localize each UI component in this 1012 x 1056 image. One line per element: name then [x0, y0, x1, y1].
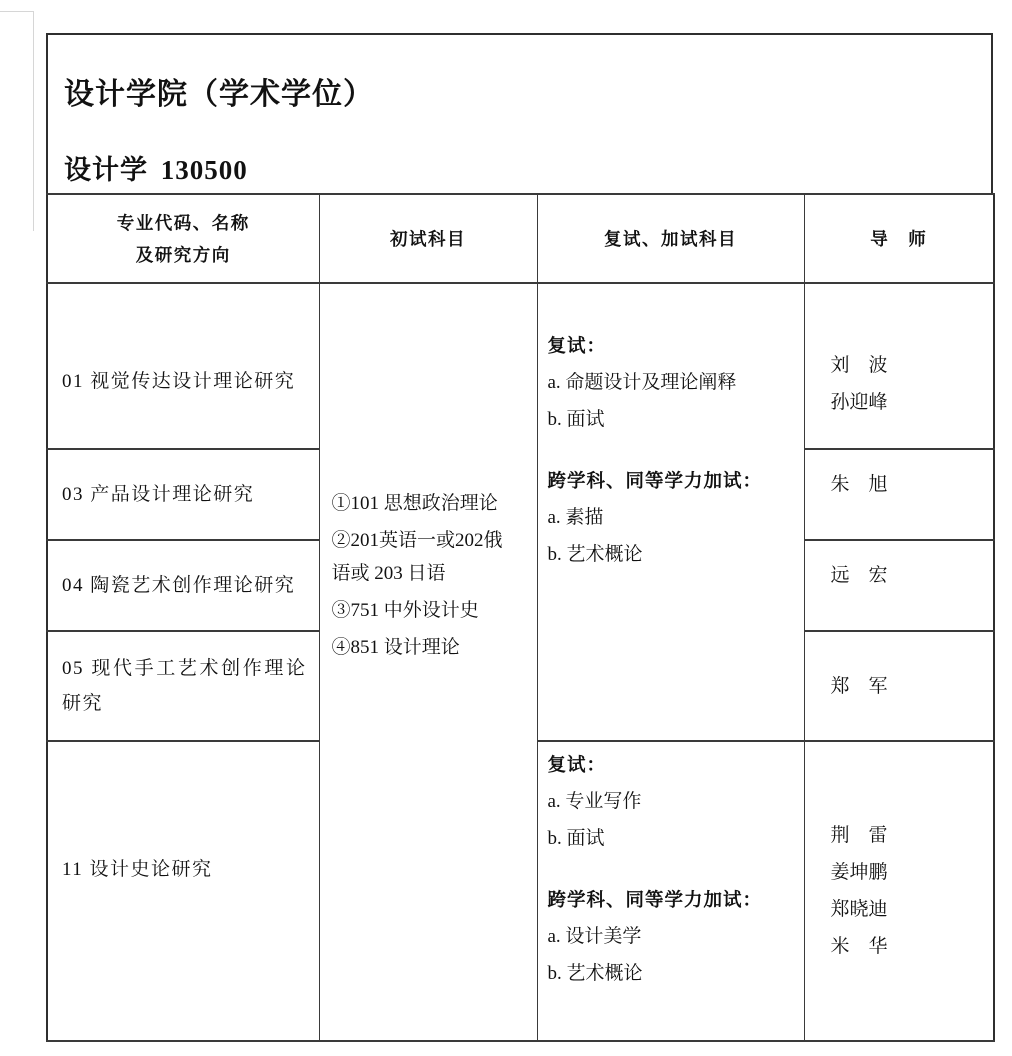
direction-cell-04: 04 陶瓷艺术创作理论研究	[47, 540, 319, 631]
tutor-name: 孙迎峰	[830, 391, 888, 413]
tutor-name: 郑晓迪	[830, 899, 888, 920]
direction-cell-03: 03 产品设计理论研究	[47, 449, 319, 540]
major-code-title: 设计学 130500	[64, 155, 248, 185]
document-frame	[46, 33, 993, 1042]
table-row	[47, 283, 994, 449]
retest-label: 复试：	[547, 334, 607, 356]
tutor-name: 姜坤鹏	[830, 862, 888, 883]
header-major-code-direction	[47, 194, 319, 283]
tutor-cell-03	[804, 449, 994, 540]
tutor-name: 朱 旭	[830, 473, 888, 495]
retest-item: b. 面试	[547, 408, 605, 430]
retest-item: a. 命题设计及理论阐释	[547, 371, 737, 393]
scan-edge-artifact-vertical	[33, 11, 34, 231]
tutor-name: 远 宏	[830, 564, 888, 586]
addtest-item: b. 艺术概论	[547, 543, 643, 565]
direction-cell-05: 05 现代手工艺术创作理论研究	[47, 631, 319, 741]
exam-subject-item: ④851 设计理论	[331, 636, 460, 658]
retest-cell-lower	[537, 741, 804, 1041]
header-tutor: 导 师	[804, 194, 994, 283]
tutor-name: 刘 波	[830, 354, 888, 376]
header-retest-addtest: 复试、加试科目	[537, 194, 804, 283]
retest-item: b. 面试	[547, 828, 605, 849]
header-initial-exam: 初试科目	[319, 194, 537, 283]
exam-subject-item: ①101 思想政治理论	[331, 492, 498, 514]
addtest-item: a. 素描	[547, 506, 604, 528]
retest-label: 复试：	[547, 754, 607, 775]
tutor-cell-04	[804, 540, 994, 631]
tutor-cell-01	[804, 283, 994, 449]
tutor-cell-11	[804, 741, 994, 1041]
retest-cell-upper	[537, 283, 804, 741]
admissions-table	[46, 193, 995, 1042]
tutor-cell-05	[804, 631, 994, 741]
tutor-name: 米 华	[830, 936, 888, 957]
initial-exam-subjects-cell	[319, 283, 537, 1041]
direction-cell-01: 01 视觉传达设计理论研究	[47, 283, 319, 449]
addtest-label: 跨学科、同等学力加试：	[547, 889, 763, 910]
document-title-block	[46, 33, 993, 193]
tutor-name: 荆 雷	[830, 825, 888, 846]
addtest-item: b. 艺术概论	[547, 963, 643, 984]
addtest-label: 跨学科、同等学力加试：	[547, 469, 763, 491]
table-header-row	[47, 194, 994, 283]
exam-subject-item: ③751 中外设计史	[331, 599, 479, 621]
direction-cell-11: 11 设计史论研究	[47, 741, 319, 1041]
retest-item: a. 专业写作	[547, 791, 642, 812]
tutor-name: 郑 军	[830, 675, 888, 697]
exam-subject-item: ②201英语一或202俄语或 203 日语	[331, 529, 503, 584]
scan-edge-artifact-horizontal	[0, 11, 34, 12]
addtest-item: a. 设计美学	[547, 926, 642, 947]
college-title: 设计学院（学术学位）	[64, 78, 374, 111]
header-line: 及研究方向	[135, 244, 231, 265]
header-line: 专业代码、名称	[116, 212, 250, 233]
